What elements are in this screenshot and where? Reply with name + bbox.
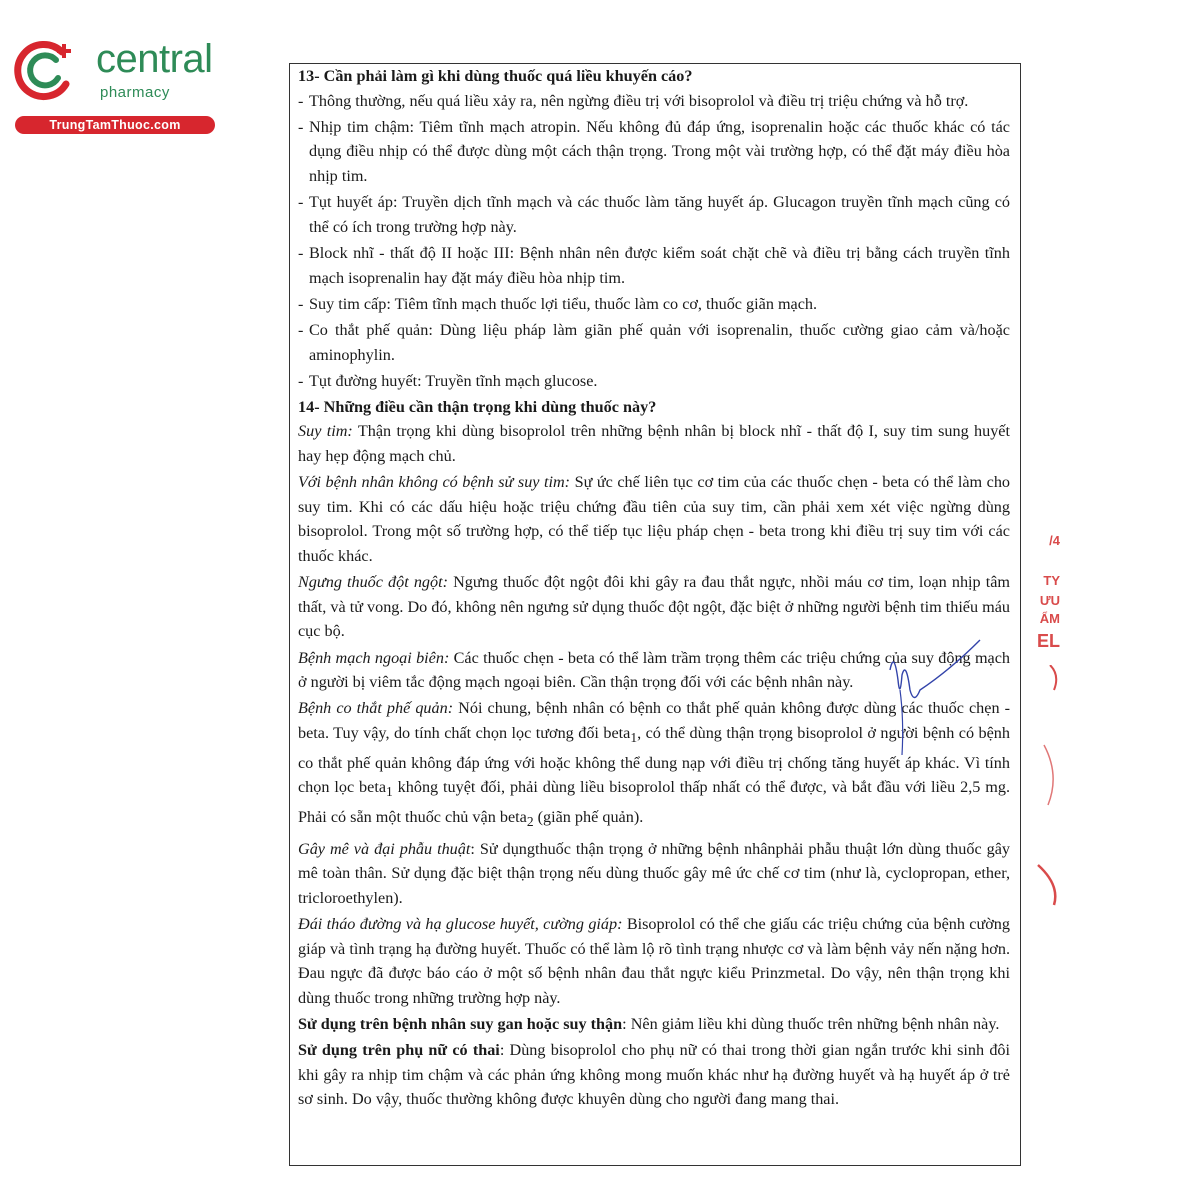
section-13-item: - Block nhĩ - thất độ II hoặc III: Bệnh nhân nên được kiểm soát chặt chẽ và điều trị bằng cách truyền tĩnh mạch isoprenalin hay đặt máy điều hòa nhịp tim.	[298, 243, 1010, 287]
document-page	[289, 63, 1021, 1166]
section-14-heading: 14- Những điều cần thận trọng khi dùng thuốc này?	[298, 397, 657, 416]
precaution-diabetes-thyroid: Đái tháo đường và hạ glucose huyết, cường giáp: Bisoprolol có thể che giấu các triệu chứng của bệnh cường giáp và tình trạng hạ đường huyết. Thuốc có thể làm lộ rõ tình trạng nhược cơ và làm bệnh vảy nến nặng hơn. Đau ngực đã được báo cáo ở một số bệnh nhân đau thắt ngực kiểu Prinzmetal. Do vậy, nên thận trọng khi dùng thuốc trong những trường hợp này.	[298, 915, 1010, 1007]
red-stamp-fragment: /4 TY ƯU ẨM EL	[1030, 515, 1062, 915]
section-13-item: - Co thắt phế quản: Dùng liệu pháp làm giãn phế quản với isoprenalin, thuốc cường giao cảm và/hoặc aminophylin.	[298, 320, 1010, 364]
section-13-item: - Thông thường, nếu quá liều xảy ra, nên ngừng điều trị với bisoprolol và điều trị triệu chứng và hỗ trợ.	[298, 91, 969, 110]
precaution-bronchospasm: Bệnh co thắt phế quản: Nói chung, bệnh nhân có bệnh co thắt phế quản không được dùng các thuốc chẹn - beta. Tuy vậy, do tính chất chọn lọc tương đối beta$_1$, có thể dùng thận trọng bisoprolol ở người bệnh có bệnh co thắt phế quản không đáp ứng với hoặc không thể dung nạp với điều trị chống tăng huyết áp khác. Vì tính chọn lọc beta$_1$ không tuyệt đối, phải dùng liều bisoprolol thấp nhất có thể được, và bắt đầu với liều 2,5 mg. Phải có sẵn một thuốc chủ vận beta$_2$ (giãn phế quản).	[298, 699, 1010, 830]
precaution-peripheral-vascular: Bệnh mạch ngoại biên: Các thuốc chẹn - beta có thể làm trầm trọng thêm các triệu chứng của suy động mạch ở người bị viêm tắc động mạch ngoại biên. Cần thận trọng đối với các bệnh nhân này.	[298, 648, 1010, 692]
precaution-anesthesia-surgery: Gây mê và đại phẫu thuật: Sử dụngthuốc thận trọng ở những bệnh nhânphải phẫu thuật lớn dùng thuốc gây mê toàn thân. Sử dụng đặc biệt thận trọng nếu dùng thuốc gây mê ức chế cơ tim (như là, cyclopropan, ether, tricloroethylen).	[298, 839, 1010, 907]
logo-name: central	[96, 37, 213, 81]
section-13-item: - Suy tim cấp: Tiêm tĩnh mạch thuốc lợi tiểu, thuốc làm co cơ, thuốc giãn mạch.	[298, 294, 818, 313]
precaution-liver-kidney: Sử dụng trên bệnh nhân suy gan hoặc suy thận: Nên giảm liều khi dùng thuốc trên những bệnh nhân này.	[298, 1014, 1000, 1033]
section-13-item: - Tụt huyết áp: Truyền dịch tĩnh mạch và các thuốc làm tăng huyết áp. Glucagon truyền tĩnh mạch cũng có thể có ích trong trường hợp này.	[298, 193, 1010, 236]
central-pharmacy-logo	[10, 36, 225, 136]
logo-subtitle: pharmacy	[100, 84, 170, 101]
precaution-abrupt-withdrawal: Ngưng thuốc đột ngột: Ngưng thuốc đột ngột đôi khi gây ra đau thắt ngực, nhồi máu cơ tim, loạn nhịp tâm thất, và tử vong. Do đó, không nên ngưng sử dụng thuốc đột ngột, đặc biệt ở những người bệnh tim thiếu máu cục bộ.	[298, 573, 1011, 641]
stamp-arc-icon	[1030, 665, 1062, 915]
precaution-no-heart-failure-history: Với bệnh nhân không có bệnh sử suy tim: Sự ức chế liên tục cơ tim của các thuốc chẹn - beta có thể làm cho suy tim. Khi có các dấu hiệu hoặc triệu chứng đầu tiên của suy tim, cần phải xem xét việc ngừng dùng bisoprolol. Trong một số trường hợp, có thể tiếp tục liệu pháp chẹn - beta trong khi điều trị suy tim với các thuốc khác.	[298, 473, 1011, 566]
central-logo-mark-icon	[12, 38, 76, 102]
precaution-pregnancy: Sử dụng trên phụ nữ có thai: Dùng bisoprolol cho phụ nữ có thai trong thời gian ngắn trước khi sinh đôi khi gây ra nhịp tim chậm và các phản ứng không mong muốn khác như hạ đường huyết và hạ huyết áp ở trẻ sơ sinh. Do vậy, thuốc thường không được khuyên dùng cho người đang mang thai.	[298, 1041, 1010, 1109]
section-13-item: - Tụt đường huyết: Truyền tĩnh mạch glucose.	[298, 371, 598, 390]
section-13-heading: 13- Cần phải làm gì khi dùng thuốc quá liều khuyến cáo?	[298, 67, 693, 85]
section-13-item: - Nhịp tim chậm: Tiêm tĩnh mạch atropin. Nếu không đủ đáp ứng, isoprenalin hoặc các thuốc khác có tác dụng điều nhịp có thể được dùng một cách thận trọng. Trong một vài trường hợp, có thể đặt máy điều hòa nhịp tim.	[298, 117, 1010, 185]
logo-url-badge[interactable]: TrungTamThuoc.com	[15, 116, 215, 134]
precaution-heart-failure: Suy tim: Thận trọng khi dùng bisoprolol trên những bệnh nhân bị block nhĩ - thất độ I, suy tim sung huyết hay hẹp động mạch chủ.	[298, 422, 1010, 466]
